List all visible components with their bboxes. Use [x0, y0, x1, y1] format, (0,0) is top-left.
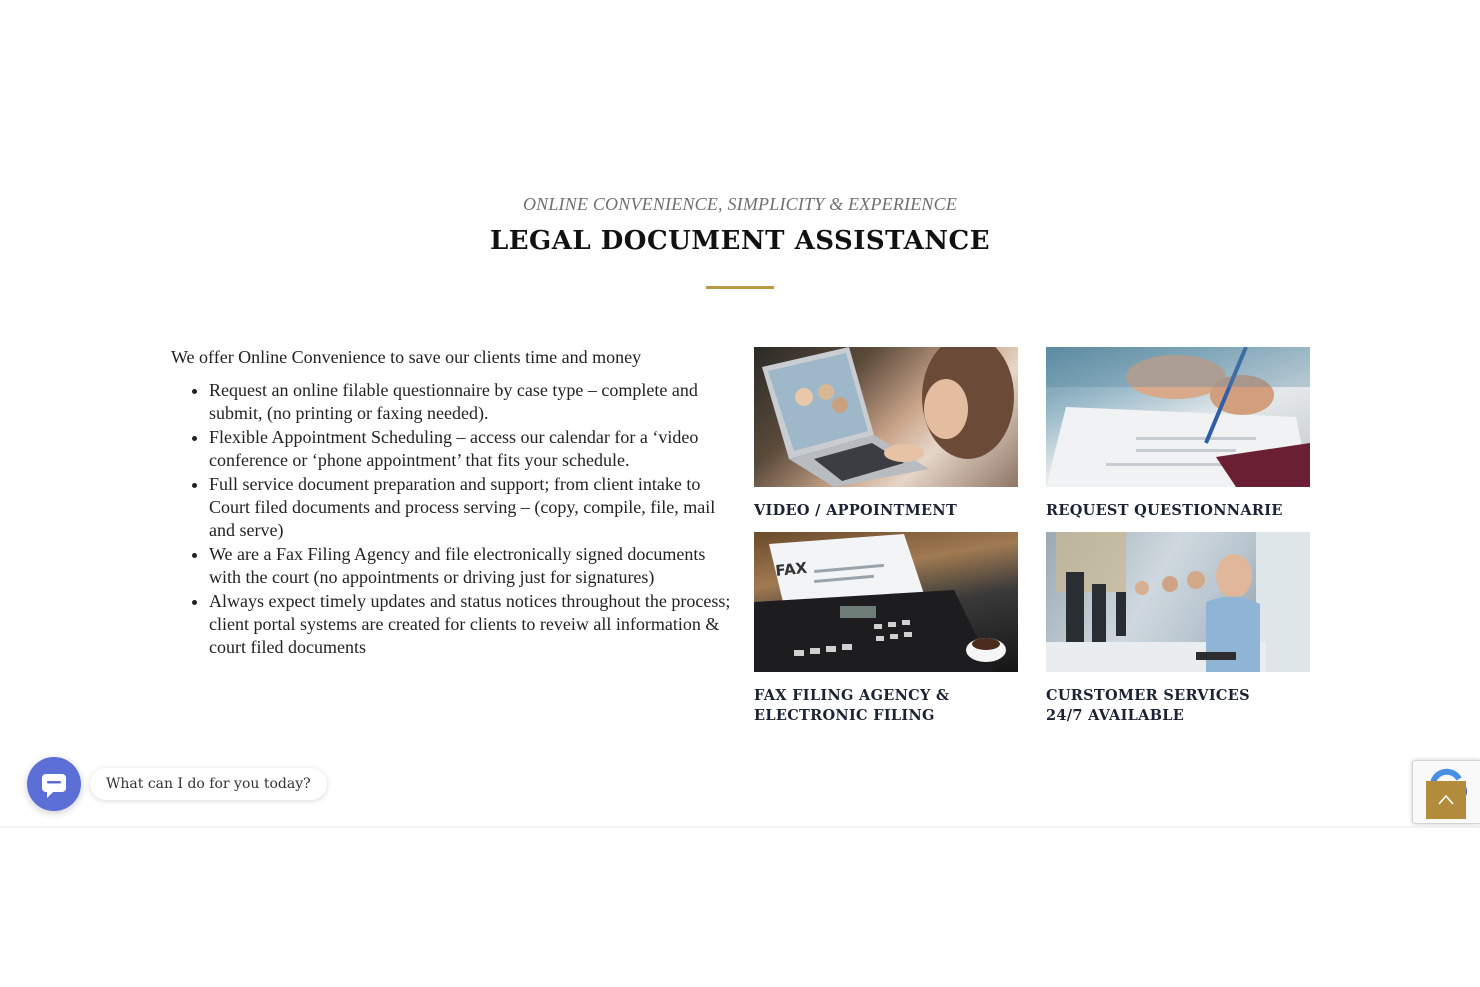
feature-list	[171, 379, 731, 660]
title-divider	[706, 286, 774, 289]
request-questionnaire-image[interactable]	[1046, 347, 1310, 487]
chat-prompt-bubble[interactable]: What can I do for you today?	[90, 768, 327, 800]
scroll-to-top-button[interactable]	[1426, 781, 1466, 819]
chat-icon	[27, 757, 81, 811]
intro-text: We offer Online Convenience to save our clients time and money	[171, 347, 642, 367]
section-title: LEGAL DOCUMENT ASSISTANCE	[489, 226, 991, 256]
paperwork-illustration	[1046, 347, 1310, 487]
card-label-line: FAX FILING AGENCY &	[754, 687, 950, 704]
section-subtitle: ONLINE CONVENIENCE, SIMPLICITY & EXPERIENCE	[522, 194, 958, 214]
call-center-illustration	[1046, 532, 1310, 672]
customer-service-image[interactable]	[1046, 532, 1310, 672]
feature-item: • Flexible Appointment Scheduling – access our calendar for a ‘video conference or ‘phone appointment’ that fits your schedule.	[209, 426, 731, 473]
card-label-line: VIDEO / APPOINTMENT	[754, 502, 958, 519]
card-label[interactable]	[754, 501, 1018, 521]
section-header	[0, 190, 1480, 289]
feature-item: • Always expect timely updates and status notices throughout the process; client portal systems are created for clients to reveiw all information & court filed documents	[209, 590, 731, 660]
card-label[interactable]	[1046, 501, 1310, 521]
card-label-line: 24/7 AVAILABLE	[1046, 707, 1185, 724]
feature-item: • Full service document preparation and support; from client intake to Court filed documents and process serving – (copy, compile, file, mail and serve)	[209, 473, 731, 543]
fax-machine-illustration	[754, 532, 1018, 672]
footer-divider	[0, 826, 1480, 828]
card-label-line: CURSTOMER SERVICES	[1046, 687, 1250, 704]
laptop-illustration	[754, 347, 1018, 487]
fax-filing-image[interactable]	[754, 532, 1018, 672]
card-label[interactable]	[754, 686, 1018, 726]
service-card-questionnaire[interactable]	[1046, 347, 1310, 521]
card-label[interactable]	[1046, 686, 1310, 726]
video-appointment-image[interactable]	[754, 347, 1018, 487]
feature-item: • We are a Fax Filing Agency and file electronically signed documents with the court (no appointments or driving just for signatures)	[209, 543, 731, 590]
service-card-video[interactable]	[754, 347, 1018, 521]
chevron-up-icon	[1426, 781, 1466, 819]
service-card-fax[interactable]	[754, 532, 1018, 726]
feature-item: • Request an online filable questionnaire by case type – complete and submit, (no printing or faxing needed).	[209, 379, 731, 426]
chat-launcher-button[interactable]	[27, 757, 81, 811]
card-label-line: REQUEST QUESTIONNARIE	[1046, 502, 1283, 519]
service-card-customer[interactable]	[1046, 532, 1310, 726]
card-label-line: ELECTRONIC FILING	[754, 707, 935, 724]
svg-text:FAX: FAX	[774, 558, 808, 580]
